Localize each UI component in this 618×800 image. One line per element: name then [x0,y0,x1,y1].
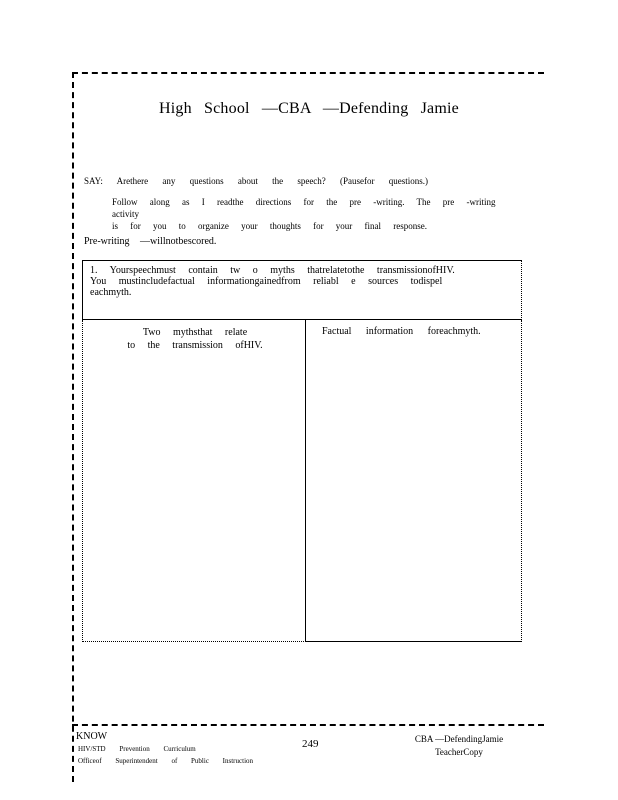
footer-curriculum: HIV/STD Prevention Curriculum [78,745,196,753]
say-label: SAY: Arethere any questions about the speech? (Pausefor questions.) [84,176,429,186]
footer-office: Officeof Superintendent of Public Instruction [78,757,254,765]
myths-column[interactable] [82,320,306,642]
instructions-line-3: eachmyth. [90,287,132,298]
myths-header-line-1: Two mythsthat relate [142,327,248,338]
page-border-left [72,72,74,782]
instructions-text [90,265,510,298]
facts-column-header: Factual information foreachmyth. [322,326,481,337]
say-directions-line-2: is for you to organize your thoughts for your final response. [112,221,428,231]
myths-column-header [100,326,290,352]
footer-teacher-copy: TeacherCopy [435,747,483,757]
instructions-line-2: You mustincludefactual informationgainedfrom reliabl e sources todispel [90,276,443,287]
page-number: 249 [302,738,319,750]
myths-header-line-2: to the transmission ofHIV. [127,340,263,351]
footer-know: KNOW [76,731,108,742]
page-border-top [72,72,544,74]
page-border-bottom [72,724,544,726]
footer-cba-title: CBA —DefendingJamie [414,734,504,744]
say-directions [112,196,502,232]
footer-document-title [400,733,518,759]
prewriting-note: Pre-writing —willnotbescored. [84,236,217,247]
page-title: High School —CBA —Defending Jamie [159,100,459,117]
instructions-line-1: 1. Yourspeechmust contain tw o myths thatrelatetothe transmissionofHIV. [90,265,455,276]
facts-column[interactable] [306,320,522,642]
say-directions-line-1: Follow along as I readthe directions for the pre -writing. The pre -writing activity [112,197,496,219]
